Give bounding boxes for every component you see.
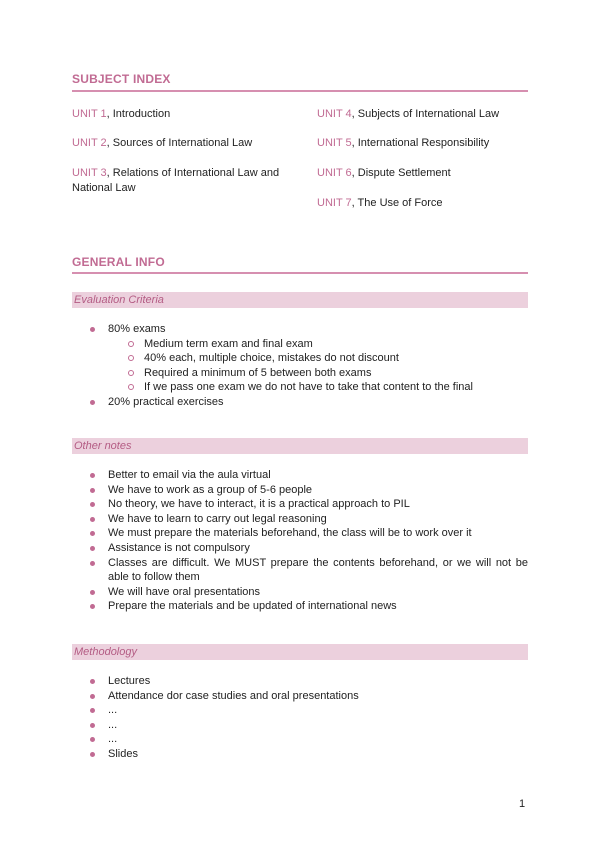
list-item-text: Assistance is not compulsory: [108, 541, 250, 554]
list-item: [72, 585, 528, 600]
unit-label: UNIT 5: [317, 137, 352, 149]
subject-index-title: SUBJECT INDEX: [72, 72, 171, 86]
bullet-icon: [90, 708, 95, 713]
list-item: [72, 366, 528, 381]
bullet-icon: [90, 590, 95, 595]
unit-title: , Relations of International Law and National Law: [72, 167, 280, 194]
bullet-icon: [90, 694, 95, 699]
hollow-bullet-icon: [128, 355, 134, 361]
other-notes-heading: Other notes: [72, 438, 528, 454]
bullet-icon: [90, 327, 95, 332]
list-item-text: ...: [108, 733, 118, 746]
list-item-text: 80% exams: [108, 323, 166, 335]
bullet-icon: [90, 737, 95, 742]
unit-title: , Introduction: [106, 108, 171, 120]
list-item-text: ...: [108, 718, 118, 731]
list-item-text: We have to work as a group of 5-6 people: [108, 483, 313, 496]
unit-title: , Subjects of International Law: [351, 108, 500, 120]
page-number: 1: [519, 798, 526, 810]
bullet-icon: [90, 561, 95, 566]
list-item-text: Attendance dor case studies and oral presentations: [108, 689, 359, 702]
list-item: [72, 380, 528, 395]
bullet-icon: [90, 604, 95, 609]
list-item: [72, 732, 528, 747]
list-item: [72, 674, 528, 689]
list-item-text: We must prepare the materials beforehand, the class will be to work over it: [108, 527, 472, 540]
bullet-icon: [90, 502, 95, 507]
unit-2: [72, 136, 302, 151]
list-item-text: We have to learn to carry out legal reasoning: [108, 512, 327, 525]
list-item: [72, 599, 528, 614]
unit-title: , International Responsibility: [351, 137, 490, 149]
list-item: [72, 526, 528, 541]
unit-6: [317, 166, 528, 181]
list-item: [72, 395, 528, 410]
list-item: [72, 483, 528, 498]
unit-4: [317, 107, 528, 122]
hollow-bullet-icon: [128, 370, 134, 376]
unit-5: [317, 136, 528, 151]
general-info-title: GENERAL INFO: [72, 255, 165, 269]
bullet-icon: [90, 679, 95, 684]
unit-label: UNIT 1: [72, 108, 107, 120]
bullet-icon: [90, 517, 95, 522]
list-item: [72, 322, 528, 337]
subject-index-rule: [72, 90, 528, 92]
evaluation-criteria-list: [72, 322, 528, 410]
unit-label: UNIT 7: [317, 197, 352, 209]
list-item: [72, 351, 528, 366]
unit-title: , The Use of Force: [351, 197, 443, 209]
list-item: [72, 556, 528, 585]
evaluation-criteria-heading: Evaluation Criteria: [72, 292, 528, 308]
list-item: [72, 747, 528, 762]
list-item-text: Slides: [108, 747, 138, 760]
bullet-icon: [90, 723, 95, 728]
list-item-text: We will have oral presentations: [108, 585, 261, 598]
bullet-icon: [90, 473, 95, 478]
list-item-text: No theory, we have to interact, it is a practical approach to PIL: [108, 498, 410, 511]
list-item-text: Better to email via the aula virtual: [108, 469, 271, 481]
list-item-text: Medium term exam and final exam: [144, 337, 313, 350]
bullet-icon: [90, 531, 95, 536]
list-item-text: Classes are difficult. We MUST prepare the contents beforehand, or we will not be able to follow them: [108, 556, 528, 584]
unit-1: [72, 107, 302, 122]
hollow-bullet-icon: [128, 384, 134, 390]
unit-title: , Dispute Settlement: [351, 167, 451, 179]
unit-label: UNIT 6: [317, 167, 352, 179]
unit-3: [72, 166, 290, 196]
bullet-icon: [90, 488, 95, 493]
methodology-list: [72, 674, 528, 762]
list-item: [72, 497, 528, 512]
list-item: [72, 512, 528, 527]
list-item: [72, 337, 528, 352]
methodology-heading: Methodology: [72, 644, 528, 660]
list-item-text: 40% each, multiple choice, mistakes do not discount: [144, 352, 399, 365]
list-item: [72, 718, 528, 733]
other-notes-list: [72, 468, 528, 614]
unit-label: UNIT 4: [317, 108, 352, 120]
unit-title: , Sources of International Law: [106, 137, 253, 149]
unit-label: UNIT 2: [72, 137, 107, 149]
bullet-icon: [90, 752, 95, 757]
list-item-text: Prepare the materials and be updated of international news: [108, 600, 397, 613]
list-item: [72, 689, 528, 704]
bullet-icon: [90, 546, 95, 551]
unit-7: [317, 196, 528, 211]
hollow-bullet-icon: [128, 341, 134, 347]
unit-label: UNIT 3: [72, 167, 107, 179]
list-item-text: Required a minimum of 5 between both exams: [144, 366, 372, 379]
general-info-rule: [72, 272, 528, 274]
list-item-text: Lectures: [108, 675, 151, 687]
list-item-text: If we pass one exam we do not have to take that content to the final: [144, 381, 473, 394]
list-item: [72, 703, 528, 718]
bullet-icon: [90, 400, 95, 405]
list-item-text: 20% practical exercises: [108, 395, 224, 408]
list-item: [72, 468, 528, 483]
list-item: [72, 541, 528, 556]
list-item-text: ...: [108, 704, 118, 717]
